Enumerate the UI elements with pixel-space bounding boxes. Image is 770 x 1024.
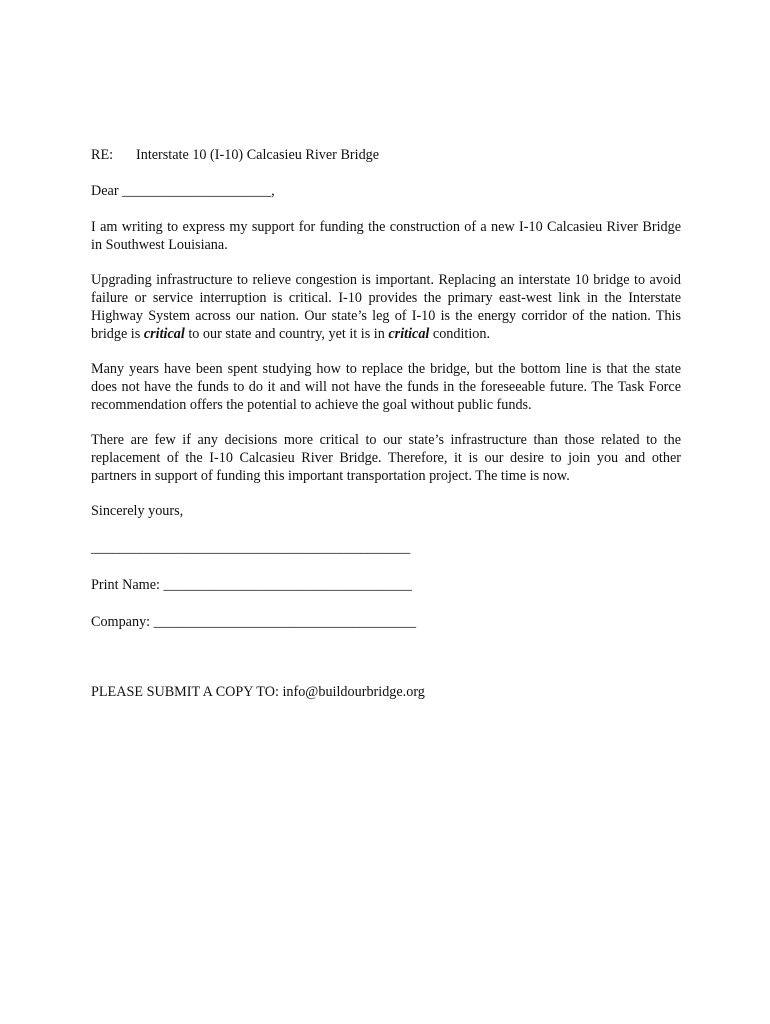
paragraph-infrastructure-text-2: to our state and country, yet it is in	[184, 326, 389, 342]
paragraph-support: I am writing to express my support for funding the construction of a new I-10 Calcasieu River Bridge in Southwest Louisiana.	[91, 219, 681, 253]
paragraph-funding: Many years have been spent studying how to replace the bridge, but the bottom line is that the state does not have the funds to do it and will not have the funds in the foreseeable future. The Task Force recommendation offers the potential to achieve the goal without public funds.	[91, 361, 681, 413]
company-field[interactable]: Company: _____________________________________	[91, 614, 417, 630]
support-letter	[91, 146, 681, 701]
re-label: RE:	[91, 147, 114, 163]
emphasis-critical-2: critical	[388, 326, 430, 342]
paragraph-infrastructure-text: Upgrading infrastructure to relieve congestion is important. Replacing an interstate 10 bridge to avoid failure or service interruption is critical. I-10 provides the primary east-west link in the Interstate Highway System across our nation. Our state’s leg of I-10 is the energy corridor of the nation. This bridge is	[91, 272, 681, 342]
paragraph-infrastructure	[91, 271, 681, 343]
print-name-field[interactable]: Print Name: ___________________________________	[91, 577, 412, 593]
re-subject: Interstate 10 (I-10) Calcasieu River Bridge	[136, 147, 380, 163]
salutation: Dear _____________________,	[91, 183, 275, 199]
signature-line[interactable]: _____________________________________________	[91, 540, 411, 556]
submit-instructions: PLEASE SUBMIT A COPY TO: info@buildourbridge.org	[91, 684, 425, 700]
emphasis-critical: critical	[143, 326, 185, 342]
closing: Sincerely yours,	[91, 503, 184, 519]
paragraph-decisions: There are few if any decisions more critical to our state’s infrastructure than those related to the replacement of the I-10 Calcasieu River Bridge. Therefore, it is our desire to join you and other partners in support of funding this important transportation project. The time is now.	[91, 432, 681, 484]
re-line	[91, 146, 681, 164]
paragraph-infrastructure-text-3: condition.	[429, 326, 491, 342]
